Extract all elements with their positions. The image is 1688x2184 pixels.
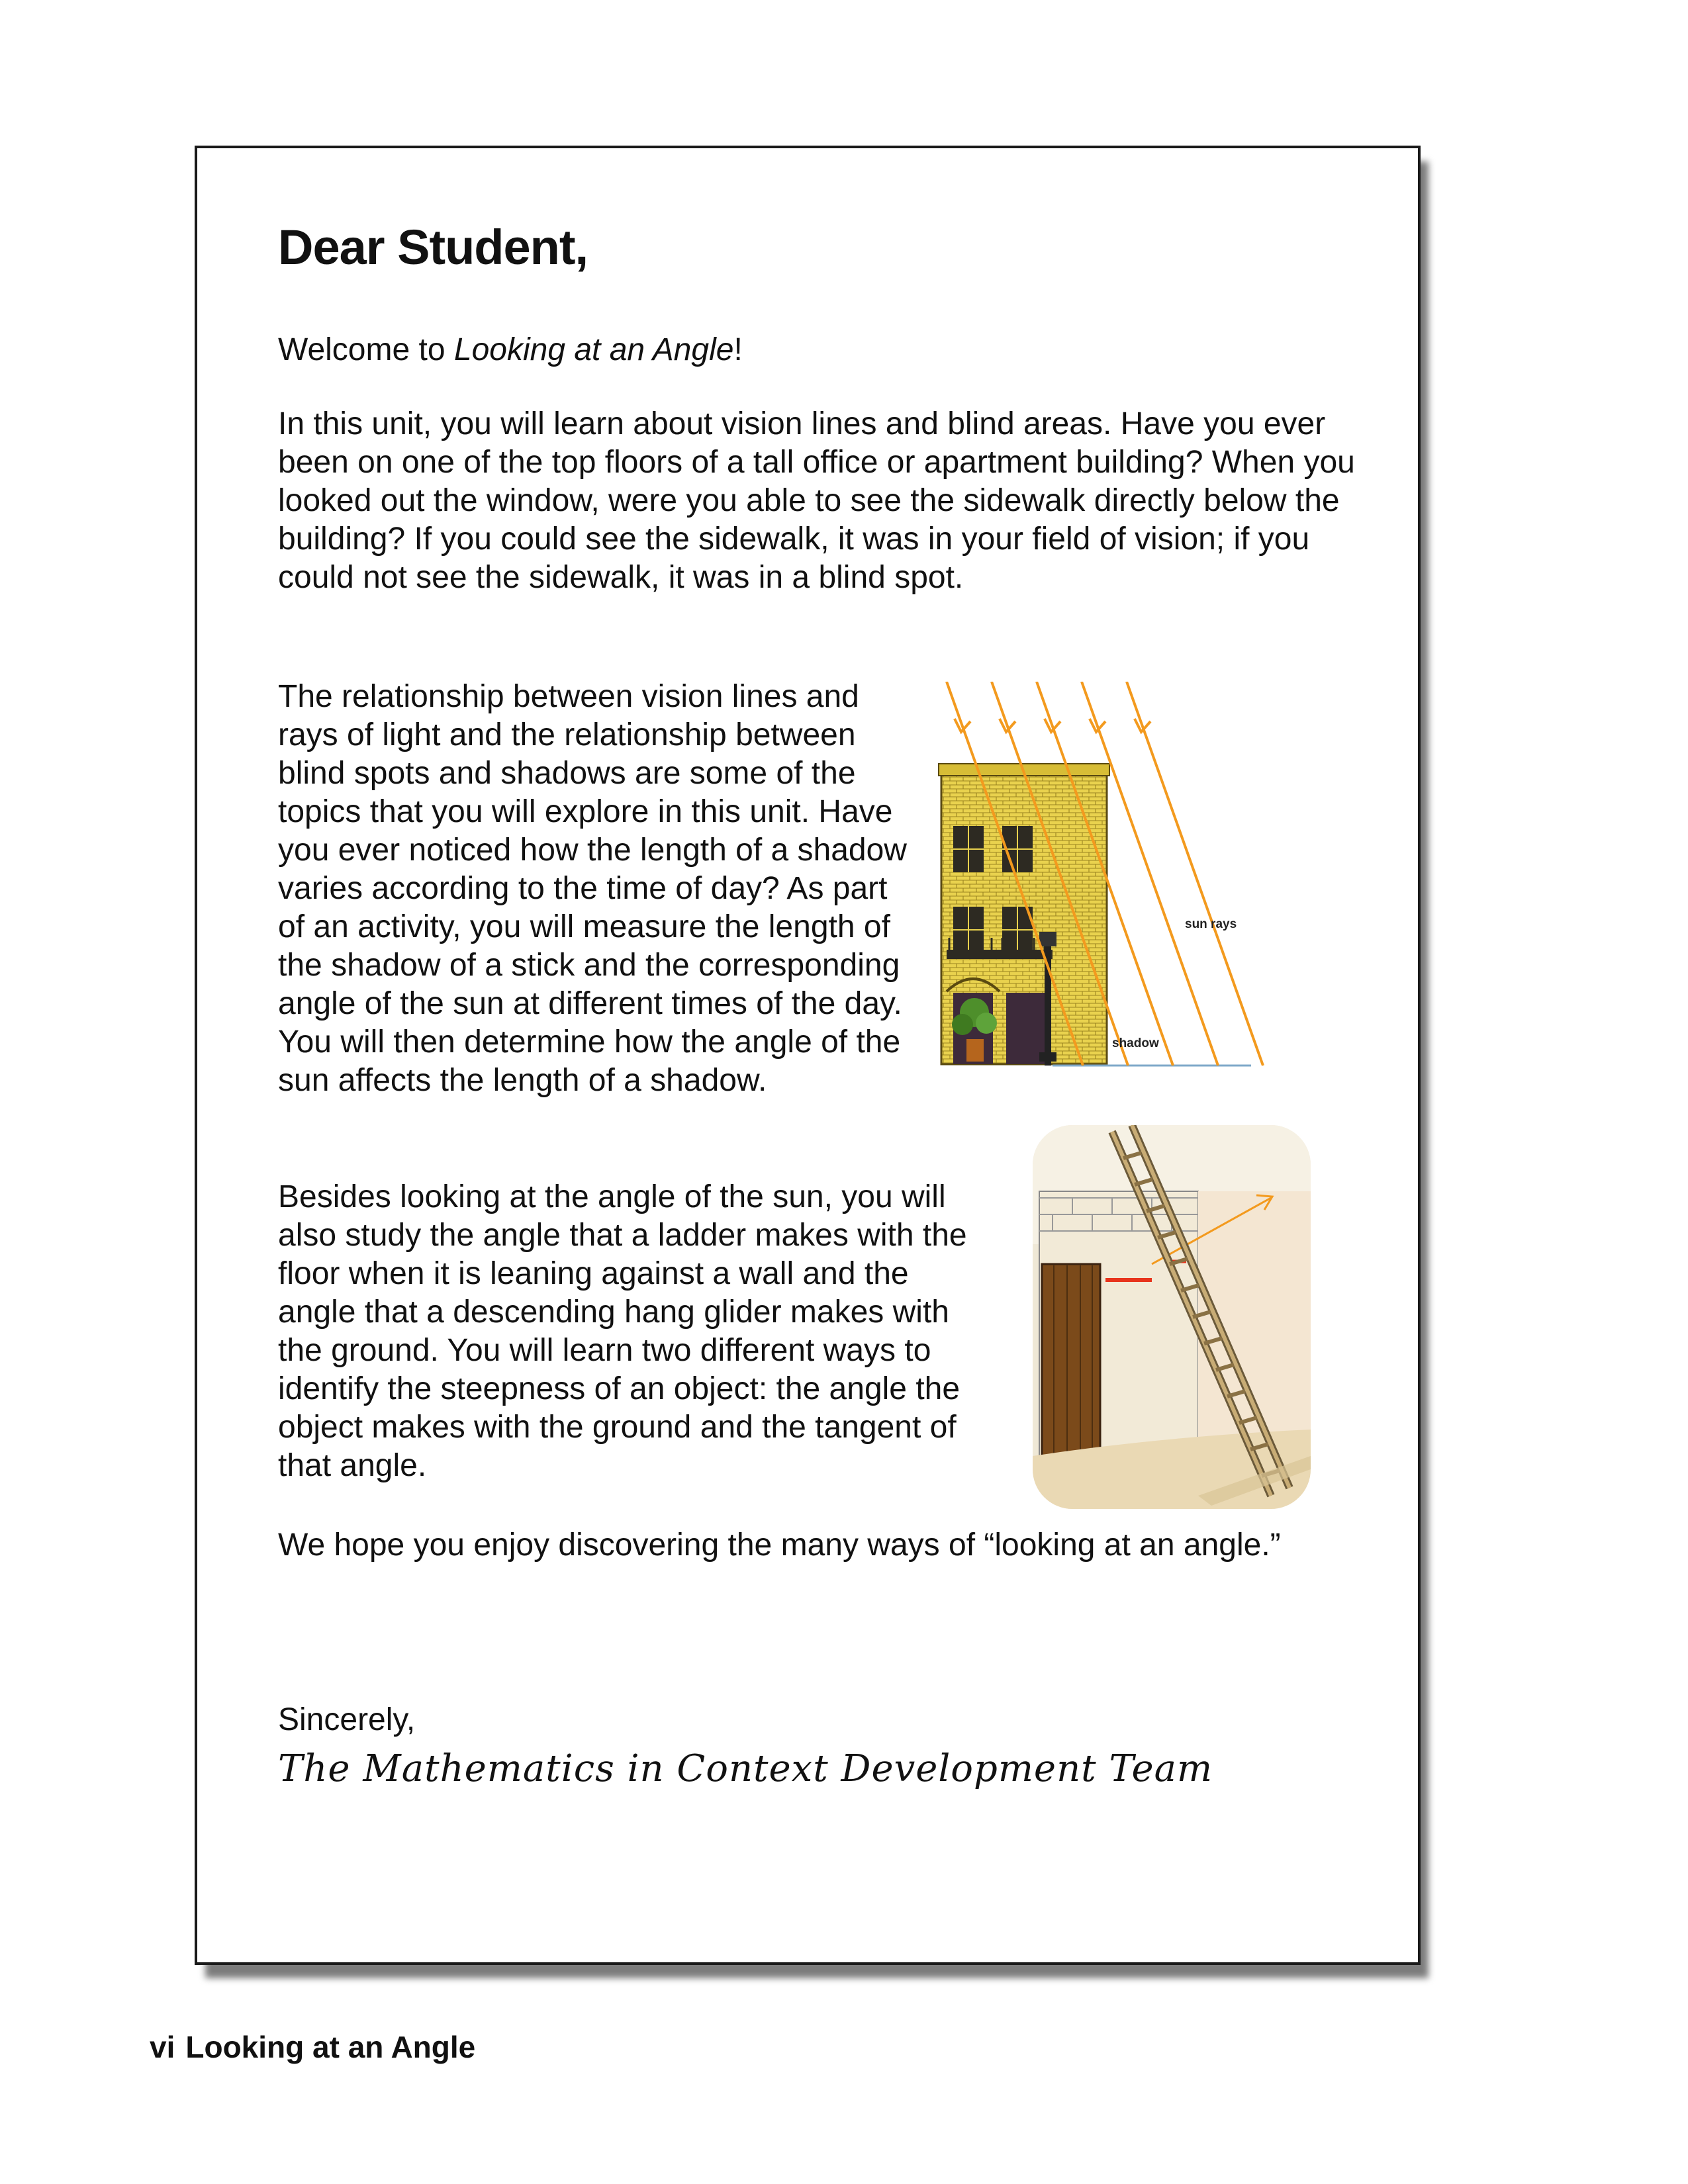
welcome-prefix: Welcome to xyxy=(278,332,454,367)
closing-salutation: Sincerely, xyxy=(278,1702,416,1737)
page-number: vi xyxy=(150,2030,175,2064)
shadow-label: shadow xyxy=(1112,1036,1159,1050)
page-footer xyxy=(150,2029,475,2065)
footer-title: Looking at an Angle xyxy=(185,2030,476,2064)
sun-shadow-illustration xyxy=(933,682,1331,1079)
welcome-suffix: ! xyxy=(733,332,743,367)
letter-heading: Dear Student, xyxy=(278,220,588,275)
signature: The Mathematics in Context Development Team xyxy=(278,1747,1213,1790)
paragraph-closing-wish: We hope you enjoy discovering the many ways of “looking at an angle.” xyxy=(278,1527,1281,1563)
ladder-illustration xyxy=(1033,1125,1311,1509)
door-icon xyxy=(1042,1264,1100,1456)
unit-title: Looking at an Angle xyxy=(453,332,734,367)
paragraph-shadows: The relationship between vision lines and rays of light and the relationship between blind spots and shadows are some of the topics that you will explore in this unit. Have you ever noticed how the length of a shadow varies according to the time of day? As part of an activity, you will measure the length of the shadow of a stick and the corresponding angle of the sun at different times of the day. You will then determine how the angle of the sun affects the length of a shadow. xyxy=(278,679,907,1098)
sun-rays-label: sun rays xyxy=(1185,917,1237,931)
paragraph-ladder: Besides looking at the angle of the sun, you will also study the angle that a ladder makes with the floor when it is leaning against a wall and the angle that a descending hang glider makes with the ground. You will learn two different ways to identify the steepness of an object: the angle the object makes with the ground and the tangent of that angle. xyxy=(278,1179,967,1483)
paragraph-vision-lines: In this unit, you will learn about vision lines and blind areas. Have you ever been on one of the top floors of a tall office or apartment building? When you looked out the window, were you able to see the sidewalk directly below the building? If you could see the sidewalk, it was in your field of vision; if you could not see the sidewalk, it was in a blind spot. xyxy=(278,406,1355,595)
welcome-line xyxy=(278,331,1337,369)
